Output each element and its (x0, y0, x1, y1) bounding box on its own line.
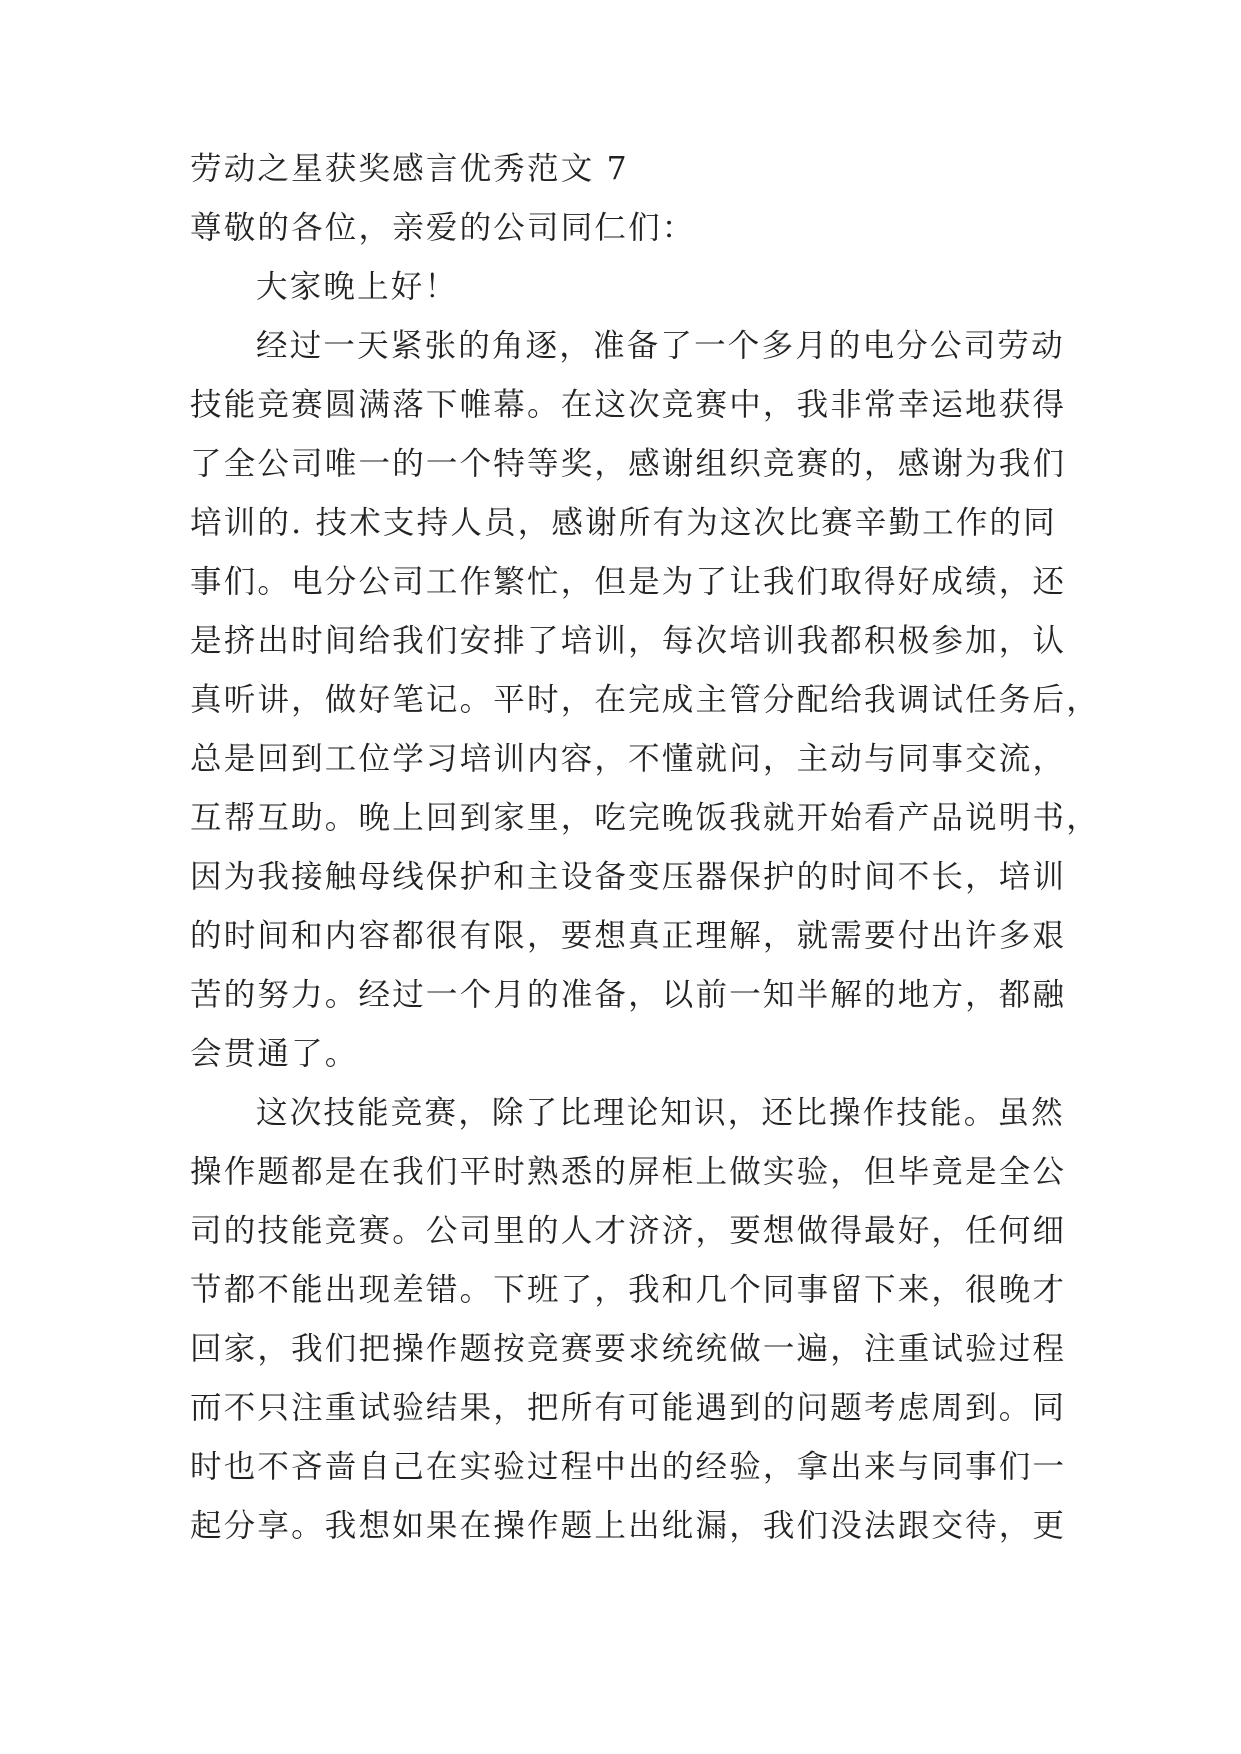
paragraph-line: 互帮互助。晚上回到家里，吃完晚饭我就开始看产品说明书， (190, 800, 1100, 836)
paragraph-line: 节都不能出现差错。下班了，我和几个同事留下来，很晚才 (190, 1272, 1067, 1308)
paragraph-line: 起分享。我想如果在操作题上出纰漏，我们没法跟交待，更 (190, 1508, 1067, 1544)
paragraph-line: 这次技能竞赛，除了比理论知识，还比操作技能。虽然 (256, 1095, 1065, 1131)
paragraph-line: 司的技能竞赛。公司里的人才济济，要想做得最好，任何细 (190, 1213, 1067, 1249)
paragraph-line: 操作题都是在我们平时熟悉的屏柜上做实验，但毕竟是全公 (190, 1154, 1067, 1190)
paragraph-line: 苦的努力。经过一个月的准备，以前一知半解的地方，都融 (190, 977, 1067, 1013)
paragraph-line: 时也不吝啬自己在实验过程中出的经验，拿出来与同事们一 (190, 1449, 1067, 1485)
paragraph-line: 了全公司唯一的一个特等奖，感谢组织竞赛的，感谢为我们 (190, 446, 1067, 482)
paragraph-line: 的时间和内容都很有限，要想真正理解，就需要付出许多艰 (190, 918, 1067, 954)
paragraph-line: 因为我接触母线保护和主设备变压器保护的时间不长，培训 (190, 859, 1067, 895)
paragraph-line: 而不只注重试验结果，把所有可能遇到的问题考虑周到。同 (190, 1390, 1067, 1426)
paragraph-line: 经过一天紧张的角逐，准备了一个多月的电分公司劳动 (256, 328, 1065, 364)
paragraph-line: 培训的. 技术支持人员，感谢所有为这次比赛辛勤工作的同 (190, 505, 1057, 541)
paragraph-line: 总是回到工位学习培训内容，不懂就问，主动与同事交流， (190, 741, 1067, 777)
paragraph-1 (190, 317, 1100, 1084)
document-title: 劳动之星获奖感言优秀范文 7 (190, 151, 629, 187)
paragraph-line: 技能竞赛圆满落下帷幕。在这次竞赛中，我非常幸运地获得 (190, 387, 1067, 423)
paragraph-2 (190, 1084, 1070, 1556)
paragraph-line: 是挤出时间给我们安排了培训，每次培训我都积极参加，认 (190, 623, 1067, 659)
paragraph-line: 回家，我们把操作题按竞赛要求统统做一遍，注重试验过程 (190, 1331, 1067, 1367)
paragraph-line: 会贯通了。 (190, 1036, 359, 1072)
salutation: 尊敬的各位，亲爱的公司同仁们： (190, 210, 696, 246)
greeting: 大家晚上好！ (256, 269, 459, 305)
document-body (190, 140, 1100, 1556)
paragraph-line: 真听讲，做好笔记。平时，在完成主管分配给我调试任务后， (190, 682, 1100, 718)
paragraph-line: 事们。电分公司工作繁忙，但是为了让我们取得好成绩，还 (190, 564, 1067, 600)
